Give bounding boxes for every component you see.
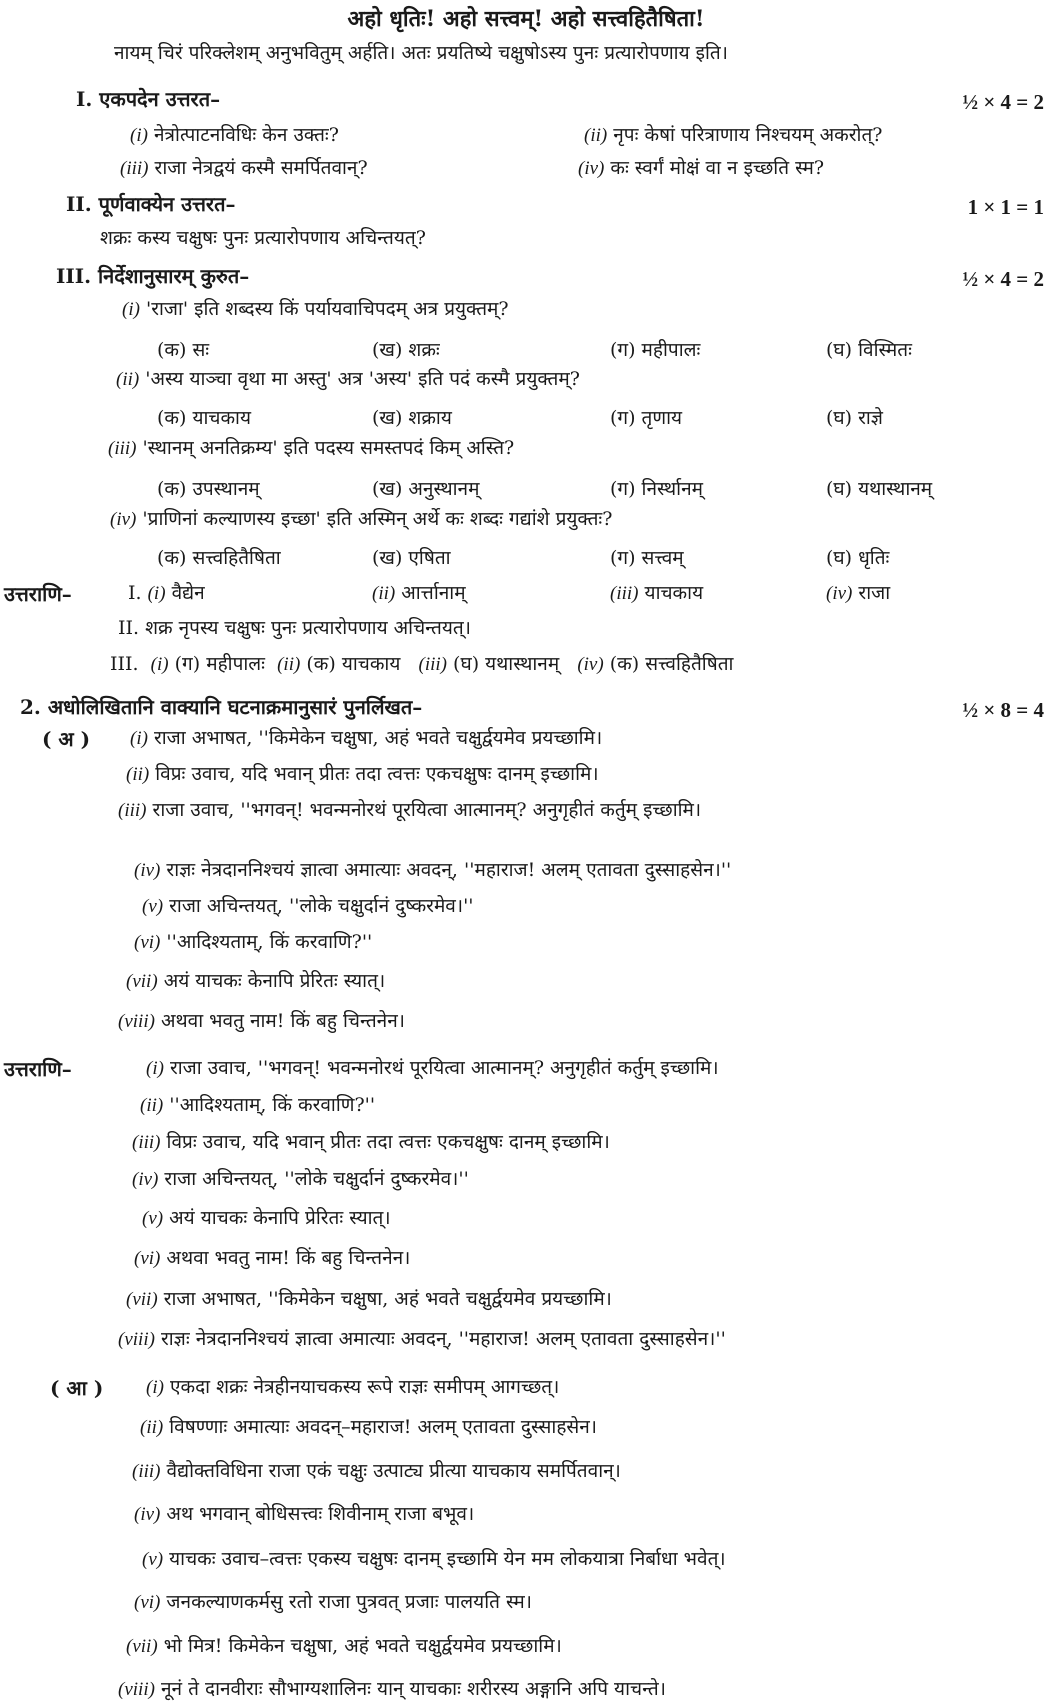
section-1-marks: ½ × 4 = 2	[962, 90, 1044, 114]
item-text: ''आदिश्यताम्, किं करवाणि?''	[169, 1094, 376, 1116]
mcq-option: (ग) सत्त्वम्	[610, 547, 684, 569]
item-number: (iv)	[134, 860, 161, 881]
mcq-option: (ग) महीपालः	[610, 339, 701, 361]
answer-item	[826, 584, 890, 603]
item-text: भो मित्र! किमेकेन चक्षुषा, अहं भवते चक्षुर्द्वयमेव प्रयच्छामि।	[163, 1635, 562, 1657]
item-text: वैद्येन	[171, 582, 205, 604]
item-text: 'अस्य याञ्चा वृथा मा अस्तु' अत्र 'अस्य' इति पदं कस्मै प्रयुक्तम्?	[145, 368, 580, 390]
item-text: 'प्राणिनां कल्याणस्य इच्छा' इति अस्मिन् अर्थे कः शब्दः गद्यांशे प्रयुक्तः?	[142, 508, 613, 530]
answer-item	[610, 584, 703, 603]
item-text: राजा उवाच, ''भगवन्! भवन्मनोरथं पूरयित्वा आत्मानम्? अनुगृहीतं कर्तुम् इच्छामि।	[152, 799, 702, 821]
item-text: कः स्वर्गं मोक्षं वा न इच्छति स्म?	[610, 157, 825, 179]
item-number: (ii)	[584, 125, 608, 146]
item-number: (viii)	[118, 1679, 155, 1700]
question-item	[578, 159, 824, 178]
item-text: राजा अचिन्तयत्, ''लोके चक्षुर्दानं दुष्करमेव।''	[164, 1168, 469, 1190]
mcq-option: (घ) विस्मितः	[826, 339, 912, 361]
answer-item	[110, 655, 733, 674]
item-text: राजा अभाषत, ''किमेकेन चक्षुषा, अहं भवते चक्षुर्द्वयमेव प्रयच्छामि।	[153, 727, 603, 749]
section-2-heading: II. पूर्णवाक्येन उत्तरत–	[66, 192, 236, 216]
question-2-marks: ½ × 8 = 4	[962, 698, 1044, 722]
item-number: (ii)	[140, 1095, 164, 1116]
section-3-marks: ½ × 4 = 2	[962, 267, 1044, 291]
item-number: (ii)	[277, 654, 301, 675]
question-item	[120, 159, 368, 178]
item-text: याचकः उवाच–त्वत्तः एकस्य चक्षुषः दानम् इच्छामि येन मम लोकयात्रा निर्बाधा भवेत्।	[169, 1548, 726, 1570]
answer-item	[140, 1096, 375, 1115]
mcq-option: (ख) अनुस्थानम्	[372, 478, 480, 500]
sentence-item	[134, 1505, 474, 1524]
item-number: (vii)	[126, 1289, 158, 1310]
item-number: (vii)	[126, 1636, 158, 1657]
item-number: (iv)	[826, 583, 853, 604]
answer-item	[372, 584, 466, 603]
sentence-item	[132, 1462, 621, 1481]
answer-item	[132, 1133, 610, 1152]
mcq-option: (घ) राज्ञे	[826, 407, 883, 429]
mcq-question	[108, 439, 514, 458]
sentence-item	[126, 972, 385, 991]
item-text: वैद्योक्तविधिना राजा एकं चक्षुः उत्पाट्य प्रीत्या याचकाय समर्पितवान्।	[166, 1460, 621, 1482]
question-2-heading: 2. अधोलिखितानि वाक्यानि घटनाक्रमानुसारं पुनर्लिखत–	[20, 695, 423, 719]
item-number: (viii)	[118, 1011, 155, 1032]
sentence-item	[126, 765, 599, 784]
item-number: (iv)	[577, 654, 604, 675]
sentence-item	[142, 1550, 726, 1569]
sentence-item	[130, 729, 602, 748]
part-a-label: ( अ )	[42, 727, 91, 751]
item-number: (iv)	[110, 509, 137, 530]
item-text: विप्रः उवाच, यदि भवान् प्रीतः तदा त्वत्तः एकचक्षुषः दानम् इच्छामि।	[166, 1131, 610, 1153]
item-text: (घ) यथास्थानम्	[453, 653, 560, 675]
item-number: (iv)	[578, 158, 605, 179]
answer-item: II. शक्र नृपस्य चक्षुषः पुनः प्रत्यारोपणाय अचिन्तयत्।	[118, 617, 471, 639]
item-number: (v)	[142, 1208, 164, 1229]
item-text: राजा अभाषत, ''किमेकेन चक्षुषा, अहं भवते चक्षुर्द्वयमेव प्रयच्छामि।	[163, 1288, 612, 1310]
item-text: अथ भगवान् बोधिसत्त्वः शिवीनाम् राजा बभूव।	[166, 1503, 475, 1525]
item-text: (ग) महीपालः	[174, 653, 266, 675]
answers-label: उत्तराणि–	[4, 582, 72, 606]
item-text: (क) सत्त्वहितैषिता	[609, 653, 734, 675]
mcq-option: (घ) यथास्थानम्	[826, 478, 933, 500]
answer-item	[128, 584, 205, 603]
roman-prefix: I.	[128, 582, 142, 604]
sentence-item	[134, 1593, 532, 1612]
item-number: (vi)	[134, 1592, 161, 1613]
item-number: (vii)	[126, 971, 158, 992]
item-text: 'राजा' इति शब्दस्य किं पर्यायवाचिपदम् अत्र प्रयुक्तम्?	[145, 298, 509, 320]
item-number: (v)	[142, 896, 164, 917]
answers-label: उत्तराणि–	[4, 1057, 72, 1081]
mcq-question	[122, 300, 509, 319]
item-number: (iii)	[120, 158, 149, 179]
item-number: (ii)	[140, 1417, 164, 1438]
mcq-option: (क) सः	[157, 339, 210, 361]
mcq-option: (ख) शक्रः	[372, 339, 440, 361]
item-number: (i)	[150, 654, 169, 675]
item-text: राजा	[858, 582, 891, 604]
mcq-option: (क) उपस्थानम्	[157, 478, 260, 500]
item-text: नूनं ते दानवीराः सौभाग्यशालिनः यान् याचकाः शरीरस्य अङ्गानि अपि याचन्ते।	[160, 1678, 666, 1700]
section-3-heading: III. निर्देशानुसारम् कुरुत–	[56, 264, 250, 288]
part-b-label: ( आ )	[50, 1376, 104, 1400]
item-text: अयं याचकः केनापि प्रेरितः स्यात्।	[169, 1207, 391, 1229]
question-item	[130, 126, 339, 145]
item-number: (iii)	[418, 654, 447, 675]
item-text: एकदा शक्रः नेत्रहीनयाचकस्य रूपे राज्ञः समीपम् आगच्छत्।	[169, 1376, 560, 1398]
section-1-heading: I. एकपदेन उत्तरत–	[76, 87, 221, 111]
answer-item	[118, 1330, 726, 1349]
answer-item	[134, 1249, 410, 1268]
item-text: राज्ञः नेत्रदाननिश्चयं ज्ञात्वा अमात्याः अवदन्, ''महाराज! अलम् एतावता दुस्साहसेन।''	[160, 1328, 726, 1350]
mcq-option: (ख) शक्राय	[372, 407, 452, 429]
item-number: (iii)	[132, 1461, 161, 1482]
question-item	[584, 126, 882, 145]
mcq-option: (क) सत्त्वहितैषिता	[157, 547, 281, 569]
mcq-question	[116, 370, 580, 389]
mcq-option: (ग) निर्स्थानम्	[610, 478, 704, 500]
item-number: (i)	[147, 583, 166, 604]
sentence-item	[134, 933, 372, 952]
item-number: (i)	[130, 728, 148, 749]
answer-item	[132, 1170, 469, 1189]
item-text: राजा उवाच, ''भगवन्! भवन्मनोरथं पूरयित्वा आत्मानम्? अनुगृहीतं कर्तुम् इच्छामि।	[169, 1057, 719, 1079]
sentence-item	[118, 1012, 405, 1031]
item-text: अथवा भवतु नाम! किं बहु चिन्तनेन।	[166, 1247, 411, 1269]
page-title: अहो धृतिः! अहो सत्त्वम्! अहो सत्त्वहितैषिता!	[347, 6, 705, 32]
item-number: (iii)	[132, 1132, 161, 1153]
item-number: (v)	[142, 1549, 164, 1570]
answer-item	[146, 1059, 719, 1078]
sentence-item	[146, 1378, 559, 1397]
item-text: विप्रः उवाच, यदि भवान् प्रीतः तदा त्वत्तः एकचक्षुषः दानम् इच्छामि।	[155, 763, 599, 785]
item-text: ''आदिश्यताम्, किं करवाणि?''	[166, 931, 373, 953]
item-number: (ii)	[116, 369, 140, 390]
sentence-item	[126, 1637, 562, 1656]
item-text: जनकल्याणकर्मसु रतो राजा पुत्रवत् प्रजाः पालयति स्म।	[166, 1591, 532, 1613]
sentence-item	[134, 861, 731, 880]
item-number: (i)	[146, 1058, 164, 1079]
item-text: 'स्थानम् अनतिक्रम्य' इति पदस्य समस्तपदं किम् अस्ति?	[142, 437, 515, 459]
item-number: (ii)	[126, 764, 150, 785]
item-number: (i)	[146, 1377, 164, 1398]
sentence-item	[118, 801, 701, 820]
item-text: नृपः केषां परित्राणाय निश्चयम् अकरोत्?	[613, 124, 883, 146]
item-number: (viii)	[118, 1329, 155, 1350]
item-text: याचकाय	[644, 582, 704, 604]
item-text: राजा नेत्रद्वयं कस्मै समर्पितवान्?	[154, 157, 368, 179]
item-text: विषण्णाः अमात्याः अवदन्–महाराज! अलम् एतावता दुस्साहसेन।	[169, 1416, 597, 1438]
item-number: (iv)	[132, 1169, 159, 1190]
mcq-option: (क) याचकाय	[157, 407, 251, 429]
answer-item	[142, 1209, 391, 1228]
mcq-option: (ख) एषिता	[372, 547, 451, 569]
item-number: (vi)	[134, 1248, 161, 1269]
item-text: अयं याचकः केनापि प्रेरितः स्यात्।	[163, 970, 386, 992]
item-text: राजा अचिन्तयत्, ''लोके चक्षुर्दानं दुष्करमेव।''	[169, 895, 474, 917]
section-2-question: शक्रः कस्य चक्षुषः पुनः प्रत्यारोपणाय अचिन्तयत्?	[100, 227, 426, 249]
item-number: (iii)	[108, 438, 137, 459]
answer-item	[126, 1290, 612, 1309]
sentence-item	[118, 1680, 666, 1699]
item-number: (iii)	[610, 583, 639, 604]
item-text: अथवा भवतु नाम! किं बहु चिन्तनेन।	[160, 1010, 405, 1032]
item-text: राज्ञः नेत्रदाननिश्चयं ज्ञात्वा अमात्याः अवदन्, ''महाराज! अलम् एतावता दुस्साहसेन।''	[166, 859, 732, 881]
item-text: आर्त्तानाम्	[401, 582, 466, 604]
sentence-item	[140, 1418, 597, 1437]
mcq-question	[110, 510, 612, 529]
item-number: (vi)	[134, 932, 161, 953]
mcq-option: (ग) तृणाय	[610, 407, 683, 429]
item-number: (ii)	[372, 583, 396, 604]
sentence-item	[142, 897, 474, 916]
item-text: नेत्रोत्पाटनविधिः केन उक्तः?	[153, 124, 339, 146]
item-number: (iv)	[134, 1504, 161, 1525]
mcq-option: (घ) धृतिः	[826, 547, 890, 569]
section-2-marks: 1 × 1 = 1	[967, 195, 1044, 219]
item-text: (क) याचकाय	[306, 653, 401, 675]
item-number: (iii)	[118, 800, 147, 821]
item-number: (i)	[122, 299, 140, 320]
roman-prefix: III.	[110, 653, 139, 675]
item-number: (i)	[130, 125, 148, 146]
intro-line: नायम् चिरं परिक्लेशम् अनुभवितुम् अर्हति। अतः प्रयतिष्ये चक्षुषोऽस्य पुनः प्रत्यारोपणाय इति।	[114, 42, 728, 64]
